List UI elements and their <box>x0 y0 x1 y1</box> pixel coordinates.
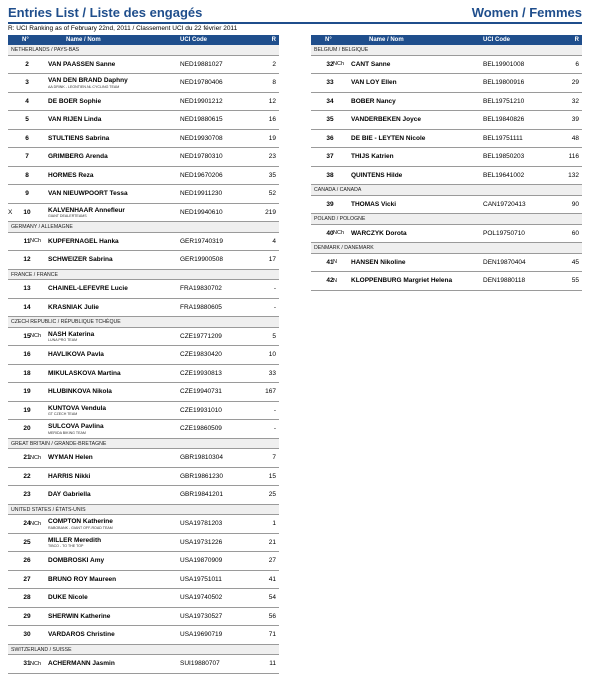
country-label: CZECH REPUBLIC / RÉPUBLIQUE TCHÈQUE <box>11 319 121 326</box>
rider-row <box>311 111 582 130</box>
uci-code: DEN19870404 <box>483 258 526 266</box>
bib-number: 3 <box>25 79 29 86</box>
rider-row <box>8 626 279 645</box>
country-label: GERMANY / ALLEMAGNE <box>11 224 73 231</box>
rider-name: HARRIS Nikki <box>48 472 91 480</box>
bib-number: 24 <box>23 520 31 527</box>
country-group-row <box>8 270 279 281</box>
uci-code: NED19780406 <box>180 79 223 86</box>
bib-number: 23 <box>23 491 31 498</box>
uci-code: USA19781203 <box>180 520 223 527</box>
uci-rank: 45 <box>571 258 579 266</box>
uci-code: USA19870909 <box>180 557 223 564</box>
uci-rank: 2 <box>272 60 276 68</box>
rider-name: QUINTENS Hilde <box>351 171 403 179</box>
rider-name: NASH Katerina <box>48 330 95 338</box>
rider-name: VAN LOY Ellen <box>351 79 397 86</box>
rider-row <box>8 383 279 402</box>
uci-rank: 35 <box>268 171 276 179</box>
rider-row <box>8 552 279 571</box>
bib-number: 25 <box>23 538 31 546</box>
rider-name: KLOPPENBURG Margriet Helena <box>351 277 453 284</box>
uci-rank: 23 <box>268 153 276 160</box>
rider-name: VAN RIJEN Linda <box>48 116 102 123</box>
rider-row <box>8 130 279 149</box>
rider-name: BRUNO ROY Maureen <box>48 575 117 583</box>
bib-number: 6 <box>25 134 29 142</box>
column-header-uci: UCI Code <box>483 36 510 43</box>
rider-team: TIBCO - TO THE TOP <box>48 544 84 548</box>
bib-number: 18 <box>23 369 31 377</box>
rider-name: VANDERBEKEN Joyce <box>351 116 421 123</box>
bib-number: 35 <box>326 116 334 123</box>
bib-number: 10 <box>23 208 31 216</box>
rider-name: MILLER Meredith <box>48 536 102 544</box>
country-group-row <box>8 505 279 516</box>
rider-name: KRASNIAK Julie <box>48 303 99 311</box>
uci-code: BEL19751210 <box>483 97 525 105</box>
category-title: Women / Femmes <box>471 5 582 20</box>
bib-number: 31 <box>23 660 31 667</box>
rider-row <box>8 346 279 365</box>
uci-rank: 29 <box>571 79 579 86</box>
rider-row <box>311 167 582 186</box>
uci-code: FRA19880605 <box>180 303 222 311</box>
country-group-row <box>8 222 279 233</box>
uci-rank: 21 <box>268 538 276 546</box>
uci-rank: 219 <box>265 208 276 216</box>
rider-row <box>311 130 582 149</box>
uci-rank: - <box>273 406 276 414</box>
rider-row <box>8 56 279 75</box>
rider-row <box>311 272 582 291</box>
country-group-row <box>8 439 279 450</box>
rider-team: LUNA PRO TEAM <box>48 338 78 342</box>
uci-code: USA19730527 <box>180 612 223 620</box>
bib-number: 16 <box>23 351 31 358</box>
uci-rank: 52 <box>268 190 276 197</box>
uci-code: CZE19771209 <box>180 332 222 340</box>
bib-number: 39 <box>326 200 334 208</box>
rider-name: WYMAN Helen <box>48 454 93 461</box>
rider-row <box>8 486 279 505</box>
rider-row <box>311 225 582 244</box>
rider-row <box>8 515 279 534</box>
rider-team: GT CZECH TEAM <box>48 412 78 416</box>
uci-code: GBR19861230 <box>180 472 224 480</box>
table-body <box>8 45 279 674</box>
column-header-name: Name / Nom <box>66 36 101 43</box>
rider-name: VAN NIEUWPOORT Tessa <box>48 190 128 197</box>
uci-code: POL19750710 <box>483 229 525 237</box>
rider-name: WARCZYK Dorota <box>351 229 407 237</box>
national-champion-tag: N <box>333 259 337 265</box>
rider-name: THOMAS Vicki <box>351 200 397 208</box>
uci-rank: 7 <box>272 454 276 461</box>
uci-code: CAN19720413 <box>483 200 526 208</box>
uci-rank: 33 <box>268 369 276 377</box>
rider-row <box>8 167 279 186</box>
rider-name: VAN DEN BRAND Daphny <box>48 77 128 84</box>
national-champion-tag: NCh <box>30 454 42 461</box>
uci-rank: 12 <box>268 97 276 105</box>
column-header-uci: UCI Code <box>180 36 207 43</box>
country-label: UNITED STATES / ÉTATS-UNIS <box>11 506 86 513</box>
rider-team: GIANT DEALERTEAMS <box>48 214 87 218</box>
uci-code: BEL19901008 <box>483 60 525 68</box>
national-champion-tag: NCh <box>333 230 345 236</box>
rider-row <box>311 196 582 215</box>
country-label: BELGIUM / BELGIQUE <box>314 47 369 54</box>
rider-name: HAVLIKOVA Pavla <box>48 351 104 358</box>
column-header-rank: R <box>271 36 276 43</box>
bib-number: 21 <box>23 454 31 461</box>
reserve-mark: X <box>8 208 13 216</box>
rider-team: RABOBANK - GIANT OFF-ROAD TEAM <box>48 525 113 530</box>
national-champion-tag: NCh <box>30 238 42 244</box>
uci-code: CZE19860509 <box>180 425 222 432</box>
rider-name: DAY Gabriella <box>48 491 91 498</box>
document-header <box>8 2 582 24</box>
country-label: POLAND / POLOGNE <box>314 216 366 223</box>
rider-row <box>8 93 279 112</box>
country-group-row <box>8 317 279 328</box>
rider-name: KUPFERNAGEL Hanka <box>48 237 119 245</box>
rider-name: GRIMBERG Arenda <box>48 153 108 160</box>
uci-code: NED19940610 <box>180 208 223 216</box>
bib-number: 9 <box>25 190 29 197</box>
country-group-row <box>311 185 582 196</box>
country-group-row <box>311 243 582 254</box>
bib-number: 8 <box>25 171 29 179</box>
rider-row <box>8 365 279 384</box>
country-group-row <box>311 45 582 56</box>
bib-number: 7 <box>25 153 29 160</box>
rider-row <box>311 56 582 75</box>
bib-number: 2 <box>25 60 29 68</box>
rider-row <box>8 185 279 204</box>
uci-code: BEL19800916 <box>483 79 525 86</box>
rider-row <box>8 233 279 252</box>
national-champion-tag: NCh <box>333 61 345 67</box>
uci-rank: 5 <box>272 332 276 340</box>
rider-name: SCHWEIZER Sabrina <box>48 256 113 263</box>
bib-number: 20 <box>23 425 31 432</box>
ranking-subtitle: R: UCI Ranking as of February 22nd, 2011 / Classement UCI du 22 février 2011 <box>8 25 238 32</box>
column-header-rank: R <box>574 36 579 43</box>
uci-code: GBR19841201 <box>180 491 224 498</box>
country-group-row <box>311 214 582 225</box>
rider-name: MIKULASKOVA Martina <box>48 369 121 377</box>
uci-rank: 60 <box>571 229 579 237</box>
uci-code: USA19751011 <box>180 575 222 583</box>
uci-code: NED19930708 <box>180 134 223 142</box>
uci-rank: 54 <box>268 594 276 601</box>
country-label: SWITZERLAND / SUISSE <box>11 646 72 653</box>
uci-rank: 90 <box>571 200 579 208</box>
rider-name: ACHERMANN Jasmin <box>48 660 115 667</box>
rider-name: KALVENHAAR Annefleur <box>48 206 125 214</box>
document-title: Entries List / Liste des engagés <box>8 5 203 20</box>
rider-row <box>8 402 279 421</box>
rider-team: AA DRINK - LEONTIEN.NL CYCLING TEAM <box>48 84 120 89</box>
uci-rank: 39 <box>571 116 579 123</box>
uci-rank: 56 <box>268 612 276 620</box>
rider-row <box>8 655 279 674</box>
bib-number: 40 <box>326 229 334 237</box>
rider-name: STULTIENS Sabrina <box>48 134 110 142</box>
rider-name: BOBER Nancy <box>351 97 396 105</box>
country-label: GREAT BRITAIN / GRANDE-BRETAGNE <box>11 440 107 447</box>
rider-row <box>8 328 279 347</box>
rider-team: MERIDA BIKING TEAM <box>48 430 86 435</box>
rider-row <box>8 251 279 270</box>
rider-name: VARDAROS Christine <box>48 631 115 638</box>
bib-number: 22 <box>23 472 31 480</box>
rider-row <box>311 93 582 112</box>
uci-rank: - <box>273 303 276 311</box>
entries-table-right <box>311 35 582 291</box>
rider-row <box>8 148 279 167</box>
uci-rank: 4 <box>272 237 276 245</box>
uci-code: SUI19880707 <box>180 660 220 667</box>
bib-number: 27 <box>23 575 31 583</box>
bib-number: 15 <box>23 332 31 340</box>
uci-code: NED19881027 <box>180 60 223 68</box>
rider-row <box>8 534 279 553</box>
rider-name: DE BOER Sophie <box>48 97 102 105</box>
uci-rank: 8 <box>272 79 276 86</box>
rider-name: CHAINEL-LEFEVRE Lucie <box>48 285 128 292</box>
national-champion-tag: NCh <box>30 520 42 527</box>
uci-rank: 1 <box>272 520 276 527</box>
rider-row <box>8 608 279 627</box>
uci-code: NED19901212 <box>180 97 223 105</box>
rider-row <box>8 420 279 439</box>
bib-number: 37 <box>326 153 334 160</box>
rider-name: KUNTOVA Vendula <box>48 404 107 412</box>
uci-rank: 19 <box>268 134 276 142</box>
rider-row <box>8 571 279 590</box>
rider-row <box>8 111 279 130</box>
bib-number: 14 <box>23 303 31 311</box>
national-champion-tag: N <box>333 277 337 284</box>
rider-name: DE BIE - LEYTEN Nicole <box>351 134 426 142</box>
country-label: DENMARK / DANEMARK <box>314 245 374 252</box>
uci-code: DEN19880118 <box>483 277 526 284</box>
bib-number: 41 <box>326 258 334 266</box>
country-label: NETHERLANDS / PAYS-BAS <box>11 47 80 54</box>
bib-number: 36 <box>326 134 334 142</box>
uci-code: FRA19830702 <box>180 285 222 292</box>
table-header <box>8 35 279 45</box>
uci-rank: 132 <box>568 171 579 179</box>
uci-rank: 116 <box>568 153 579 160</box>
table-header <box>311 35 582 45</box>
uci-rank: 71 <box>268 631 276 638</box>
rider-name: VAN PAASSEN Sanne <box>48 60 116 68</box>
uci-code: CZE19930813 <box>180 369 222 377</box>
bib-number: 28 <box>23 594 31 601</box>
rider-name: DUKE Nicole <box>48 594 88 601</box>
column-header-name: Name / Nom <box>369 36 404 43</box>
entries-table-left <box>8 35 279 674</box>
country-label: CANADA / CANADA <box>314 187 362 194</box>
uci-rank: 16 <box>268 116 276 123</box>
uci-code: USA19731226 <box>180 538 223 546</box>
uci-code: USA19690719 <box>180 631 223 638</box>
country-group-row <box>8 645 279 656</box>
rider-row <box>8 589 279 608</box>
rider-name: HANSEN Nikoline <box>351 258 406 266</box>
rider-row <box>8 299 279 318</box>
rider-name: HORMES Reza <box>48 171 94 179</box>
uci-code: USA19740502 <box>180 594 223 601</box>
uci-rank: 17 <box>268 256 276 263</box>
bib-number: 32 <box>326 60 334 68</box>
country-label: FRANCE / FRANCE <box>11 271 58 278</box>
uci-rank: 167 <box>265 388 276 395</box>
bib-number: 33 <box>326 79 334 86</box>
country-group-row <box>8 45 279 56</box>
rider-name: COMPTON Katherine <box>48 518 113 525</box>
uci-code: BEL19641002 <box>483 171 525 179</box>
uci-rank: 11 <box>269 660 276 667</box>
rider-row <box>8 74 279 93</box>
table-body <box>311 45 582 291</box>
bib-number: 38 <box>326 171 334 179</box>
bib-number: 34 <box>326 97 334 105</box>
uci-rank: 32 <box>571 97 579 105</box>
rider-row <box>311 148 582 167</box>
uci-code: BEL19751111 <box>483 134 523 142</box>
uci-rank: 25 <box>268 491 276 498</box>
bib-number: 4 <box>25 97 29 105</box>
uci-code: NED19911230 <box>180 190 223 197</box>
rider-row <box>8 468 279 487</box>
uci-rank: 6 <box>575 60 579 68</box>
national-champion-tag: NCh <box>30 333 42 339</box>
rider-row <box>8 204 279 223</box>
rider-name: HLUBINKOVA Nikola <box>48 388 112 395</box>
uci-rank: - <box>273 285 276 292</box>
bib-number: 13 <box>23 285 31 292</box>
bib-number: 26 <box>23 557 31 564</box>
uci-code: NED19670206 <box>180 171 223 179</box>
uci-code: BEL19850203 <box>483 153 525 160</box>
bib-number: 5 <box>25 116 29 123</box>
rider-row <box>8 280 279 299</box>
uci-rank: 10 <box>268 351 276 358</box>
rider-name: SULCOVA Pavlina <box>48 423 104 430</box>
uci-code: CZE19940731 <box>180 388 222 395</box>
uci-rank: - <box>273 425 276 432</box>
rider-row <box>8 449 279 468</box>
column-header-no: N° <box>22 36 29 43</box>
rider-row <box>311 74 582 93</box>
bib-number: 42 <box>326 277 334 284</box>
column-header-no: N° <box>325 36 332 43</box>
rider-name: SHERWIN Katherine <box>48 612 111 620</box>
bib-number: 11 <box>23 237 31 245</box>
national-champion-tag: NCh <box>30 660 42 667</box>
uci-rank: 55 <box>571 277 579 284</box>
uci-rank: 27 <box>268 557 276 564</box>
rider-name: DOMBROSKI Amy <box>48 557 105 564</box>
bib-number: 19 <box>23 406 31 414</box>
bib-number: 12 <box>23 256 31 263</box>
uci-rank: 48 <box>571 134 579 142</box>
uci-code: NED19880615 <box>180 116 223 123</box>
uci-code: CZE19931010 <box>180 406 222 414</box>
uci-rank: 15 <box>268 472 276 480</box>
rider-name: THIJS Katrien <box>351 153 394 160</box>
bib-number: 19 <box>23 388 31 395</box>
uci-code: GER19900508 <box>180 256 224 263</box>
rider-name: CANT Sanne <box>351 60 391 68</box>
uci-rank: 41 <box>268 575 276 583</box>
bib-number: 30 <box>23 631 31 638</box>
uci-code: CZE19830420 <box>180 351 222 358</box>
bib-number: 29 <box>23 612 31 620</box>
uci-code: GER19740319 <box>180 237 224 245</box>
rider-row <box>311 254 582 273</box>
uci-code: NED19780310 <box>180 153 223 160</box>
uci-code: GBR19810304 <box>180 454 224 461</box>
uci-code: BEL19840826 <box>483 116 525 123</box>
